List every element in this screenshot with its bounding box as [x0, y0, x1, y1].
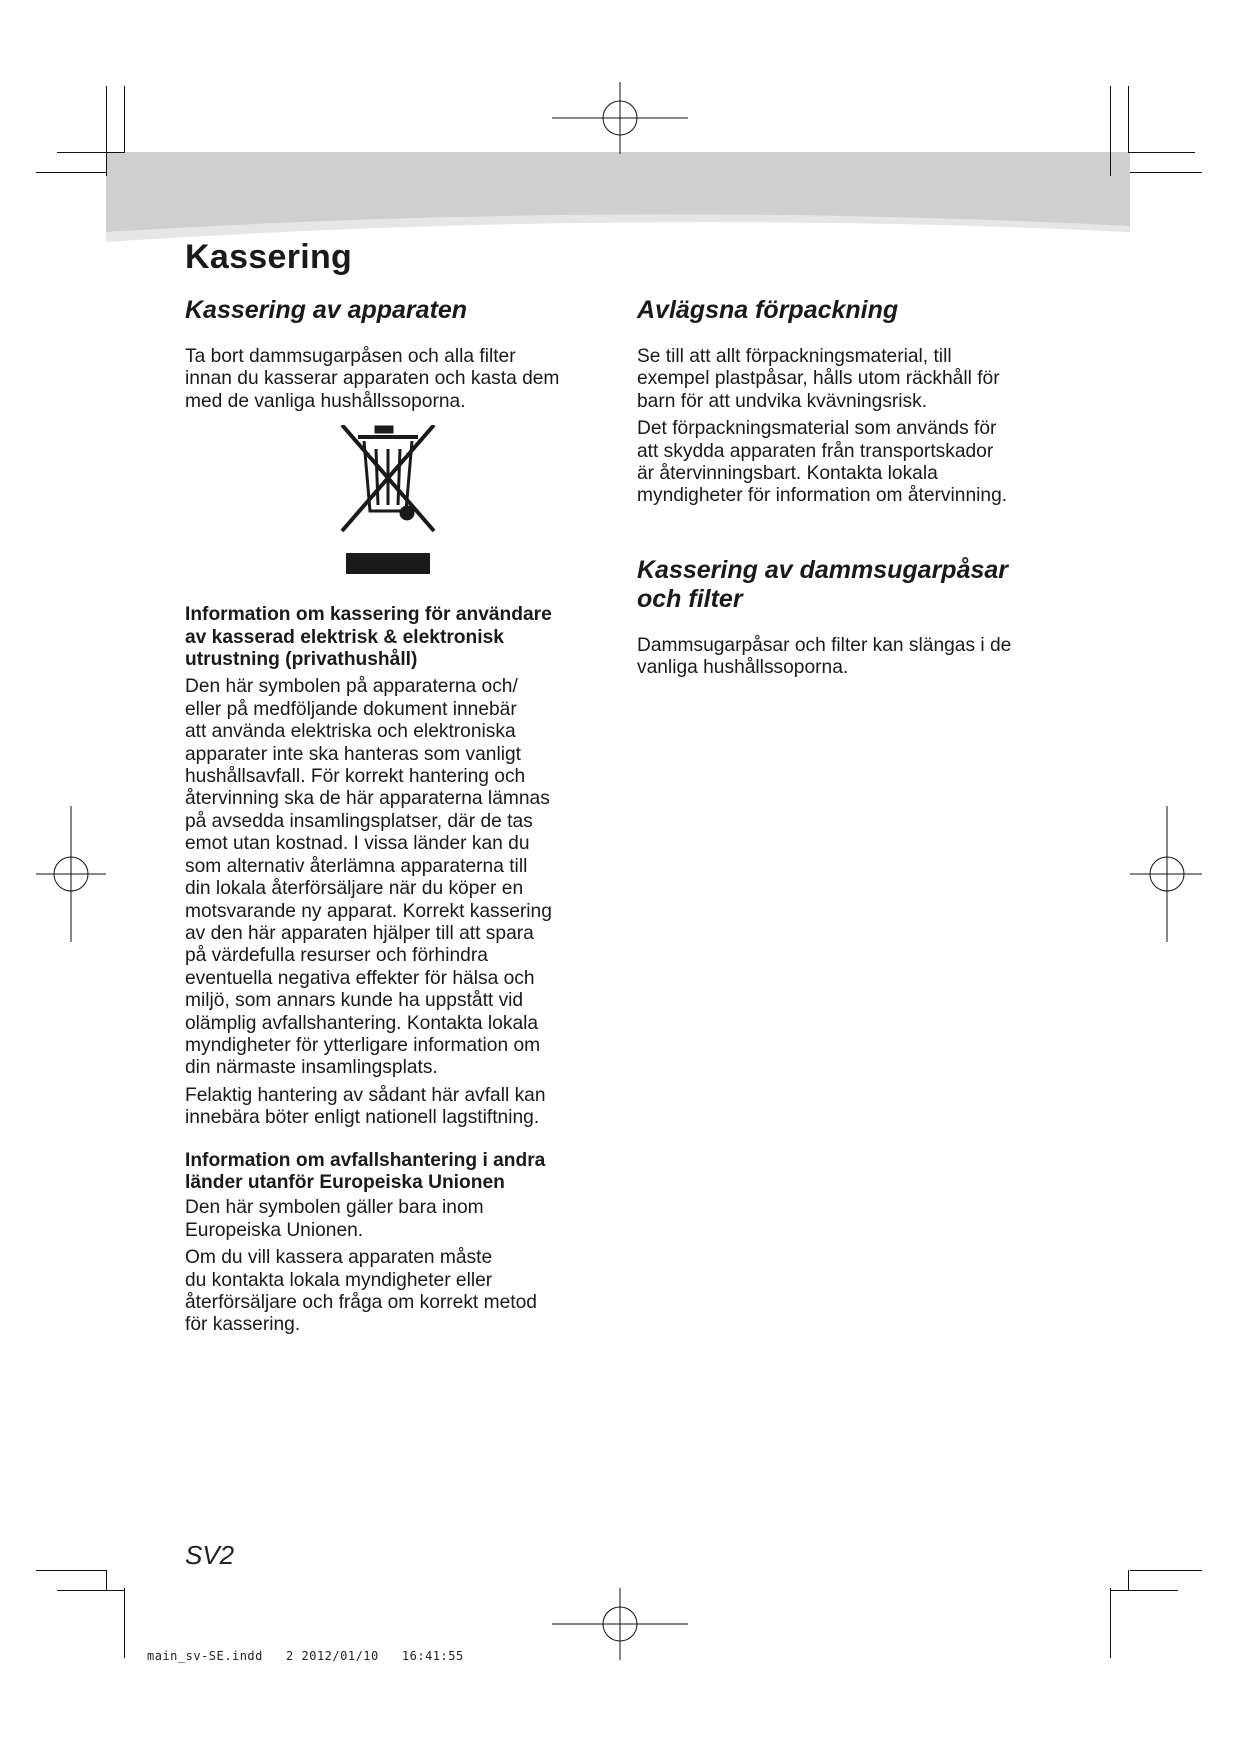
page-title: Kassering: [185, 238, 353, 276]
print-slug: main_sv-SE.indd 2 2012/01/10 16:41:55: [147, 1649, 464, 1663]
weee-fine-notice: Felaktig hantering av sådant här avfall kan innebära böter enligt nationell lagstiftning.: [185, 1084, 546, 1129]
weee-bin-icon: [338, 425, 438, 575]
left-column: [185, 296, 615, 1337]
non-eu-info-body-2: Om du vill kassera apparaten måste du kontakta lokala myndigheter eller återförsäljare och fråga om korrekt metod för kassering.: [185, 1247, 537, 1336]
packaging-safety-text: Se till att allt förpackningsmaterial, till exempel plastpåsar, hålls utom räckhåll för barn för att undvika kvävningsrisk.: [637, 346, 1000, 412]
right-column: [637, 296, 1077, 680]
weee-info-heading: Information om kassering för användare av kasserad elektrisk & elektronisk utrustning (privathushåll): [185, 604, 552, 671]
section-heading-packaging: Avlägsna förpackning: [637, 296, 899, 324]
disposal-intro: Ta bort dammsugarpåsen och alla filter innan du kasserar apparaten och kasta dem med de vanliga hushållssoporna.: [185, 346, 560, 412]
packaging-recycling-text: Det förpackningsmaterial som används för att skydda apparaten från transportskador är återvinningsbart. Kontakta lokala myndigheter för information om återvinning.: [637, 418, 1008, 507]
bags-filters-text: Dammsugarpåsar och filter kan slängas i de vanliga hushållssoporna.: [637, 634, 1012, 679]
weee-info-body: Den här symbolen på apparaterna och/ eller på medföljande dokument innebär att använda elektriska och elektroniska apparater inte ska hanteras som vanligt hushållsavfall. För korrekt hantering och återvinning ska de här apparaterna lämnas på avsedda insamlingsplatser, där de tas emot utan kostnad. I vissa länder kan du som alternativ återlämna apparaterna till din lokala återförsäljare när du köper en motsvarande ny apparat. Korrekt kassering av den här apparaten hjälper till att spara på värdefulla resurser och förhindra eventuella negativa effekter för hälsa och miljö, som annars kunde ha uppstått vid olämplig avfallshantering. Kontakta lokala myndigheter för ytterligare information om din närmaste insamlingsplats.: [185, 676, 552, 1079]
registration-mark-left: [36, 806, 106, 942]
non-eu-info-body-1: Den här symbolen gäller bara inom Europeiska Unionen.: [185, 1197, 484, 1241]
page-number: SV2: [185, 1540, 235, 1570]
registration-mark-right: [1130, 806, 1202, 942]
registration-mark-top: [552, 82, 688, 154]
section-heading-disposal: Kassering av apparaten: [185, 296, 468, 324]
non-eu-info-heading: Information om avfallshantering i andra länder utanför Europeiska Unionen: [185, 1149, 546, 1193]
section-heading-bags-filters: Kassering av dammsugarpåsar och filter: [637, 555, 1009, 613]
registration-mark-bottom: [552, 1588, 688, 1660]
